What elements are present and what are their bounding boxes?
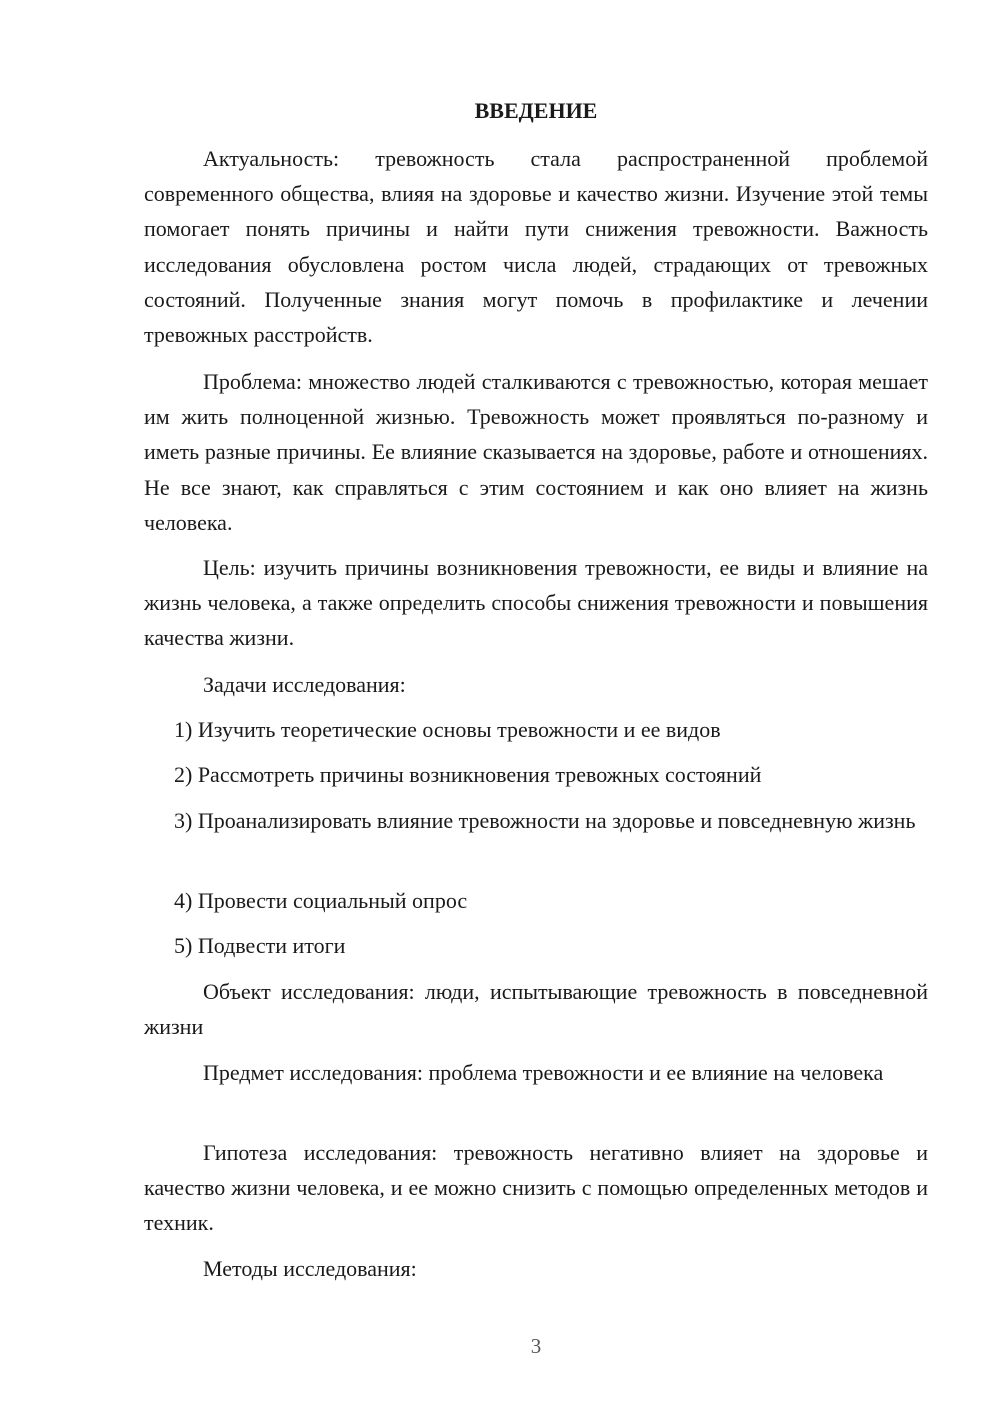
tasks-title: Задачи исследования: bbox=[203, 672, 406, 697]
document-page bbox=[144, 0, 928, 1414]
task-item-5: 5) Подвести итоги bbox=[174, 933, 346, 958]
methods-title: Методы исследования: bbox=[203, 1256, 417, 1281]
hypothesis-paragraph: Гипотеза исследования: тревожность негативно влияет на здоровье и качество жизни человека, и ее можно снизить с помощью определенных методов и техник. bbox=[144, 1140, 928, 1236]
task-item-1: 1) Изучить теоретические основы тревожности и ее видов bbox=[174, 717, 721, 742]
goal-paragraph: Цель: изучить причины возникновения тревожности, ее виды и влияние на жизнь человека, а также определить способы снижения тревожности и повышения качества жизни. bbox=[144, 555, 928, 651]
page-number: 3 bbox=[530, 1334, 542, 1358]
subject-paragraph: Предмет исследования: проблема тревожности и ее влияние на человека bbox=[203, 1060, 884, 1085]
task-item-2: 2) Рассмотреть причины возникновения тревожных состояний bbox=[174, 762, 762, 787]
object-paragraph: Объект исследования: люди, испытывающие тревожность в повседневной жизни bbox=[144, 979, 928, 1040]
task-item-3: 3) Проанализировать влияние тревожности на здоровье и повседневную жизнь bbox=[174, 808, 916, 833]
relevance-paragraph: Актуальность: тревожность стала распространенной проблемой современного общества, влияя на здоровье и качество жизни. Изучение этой темы помогает понять причины и найти пути снижения тревожности. Важность исследования обусловлена ростом числа людей, страдающих от тревожных состояний. Полученные знания могут помочь в профилактике и лечении тревожных расстройств. bbox=[144, 146, 928, 348]
section-heading: ВВЕДЕНИЕ bbox=[474, 98, 598, 123]
problem-paragraph: Проблема: множество людей сталкиваются с тревожностью, которая мешает им жить полноценной жизнью. Тревожность может проявляться по-разному и иметь разные причины. Ее влияние сказывается на здоровье, работе и отношениях. Не все знают, как справляться с этим состоянием и как оно влияет на жизнь человека. bbox=[144, 369, 928, 535]
task-item-4: 4) Провести социальный опрос bbox=[174, 888, 468, 913]
